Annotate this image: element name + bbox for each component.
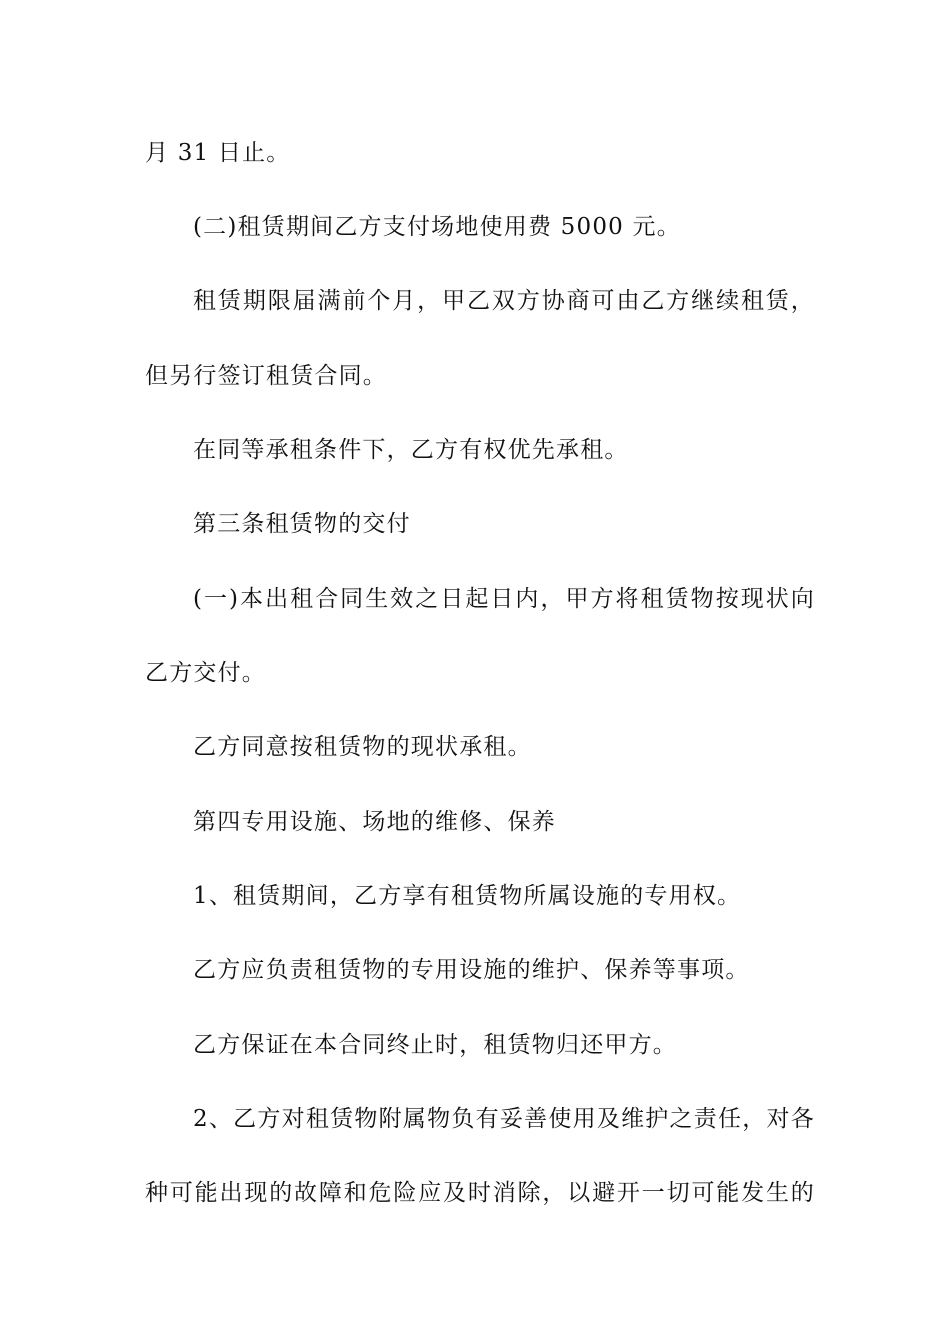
line-4: 但另行签订租赁合同。	[145, 363, 387, 389]
line-11: 1、租赁期间，乙方享有租赁物所属设施的专用权。	[193, 883, 742, 909]
line-7: (一)本出租合同生效之日起日内，甲方将租赁物按现状向	[193, 586, 815, 612]
line-13: 乙方保证在本合同终止时，租赁物归还甲方。	[193, 1032, 677, 1058]
line-10: 第四专用设施、场地的维修、保养	[193, 809, 556, 835]
line-12: 乙方应负责租赁物的专用设施的维护、保养等事项。	[193, 957, 750, 983]
line-15: 种可能出现的故障和危险应及时消除，以避开一切可能发生的	[145, 1180, 815, 1206]
line-2: (二)租赁期间乙方支付场地使用费 5000 元。	[193, 214, 681, 240]
line-6: 第三条租赁物的交付	[193, 511, 411, 537]
line-1: 月 31 日止。	[145, 140, 291, 166]
line-9: 乙方同意按租赁物的现状承租。	[193, 734, 532, 760]
line-5: 在同等承租条件下，乙方有权优先承租。	[193, 437, 629, 463]
line-8: 乙方交付。	[145, 660, 266, 686]
line-3: 租赁期限届满前个月，甲乙双方协商可由乙方继续租赁，	[193, 288, 815, 314]
line-14: 2、乙方对租赁物附属物负有妥善使用及维护之责任，对各	[193, 1106, 815, 1132]
